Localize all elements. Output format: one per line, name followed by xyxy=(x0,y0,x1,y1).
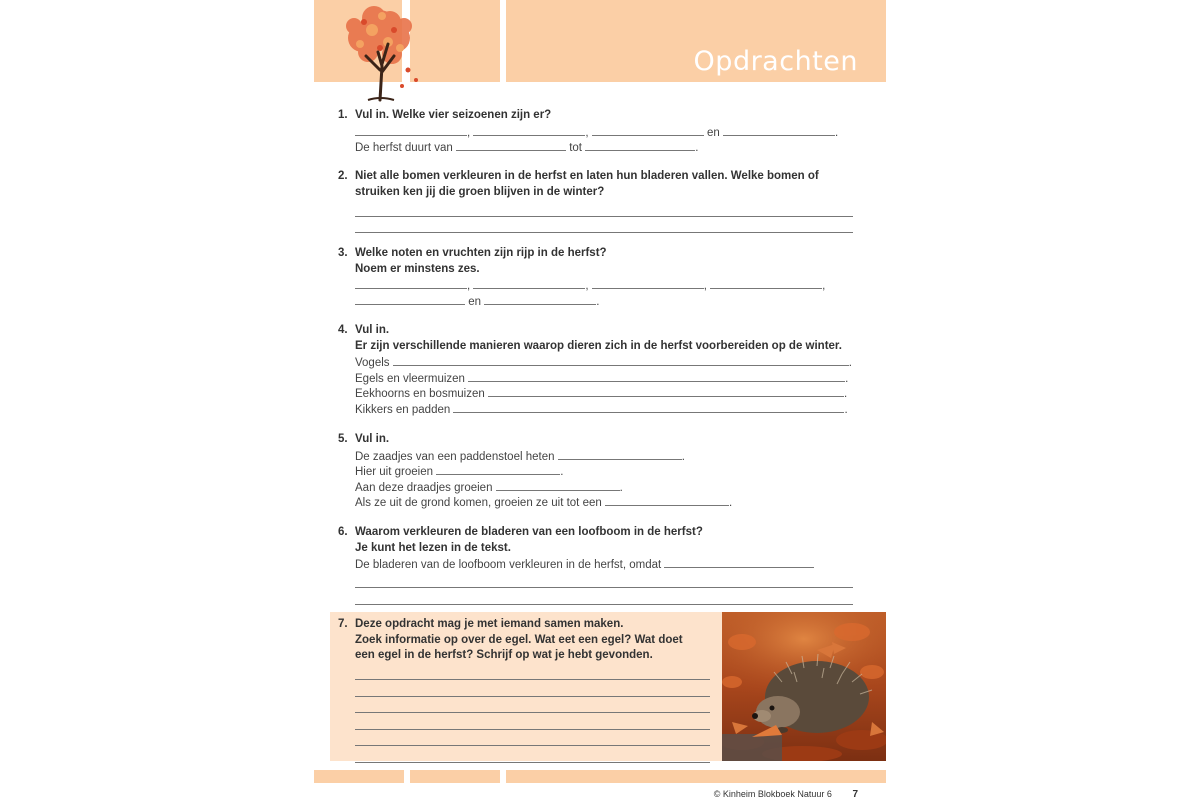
connector-text: tot xyxy=(569,142,583,154)
answer-line[interactable] xyxy=(355,751,710,763)
answer-row: De zaadjes van een paddenstoel heten . xyxy=(355,448,858,464)
footer-block-2 xyxy=(410,770,500,783)
animal-label: Egels en vleermuizen xyxy=(355,372,465,385)
answer-blank[interactable] xyxy=(484,293,596,305)
answer-row: Eekhoorns en bosmuizen . xyxy=(355,385,858,401)
question-3 xyxy=(338,246,858,308)
question-number: 7. xyxy=(338,618,348,630)
answer-blank[interactable] xyxy=(355,277,467,289)
answer-line[interactable] xyxy=(355,668,710,680)
question-number: 3. xyxy=(338,247,348,259)
answer-row: Hier uit groeien . xyxy=(355,463,858,479)
question-prompt: Waarom verkleuren de bladeren van een loofboom in de herfst? xyxy=(355,526,703,538)
animal-label: Eekhoorns en bosmuizen xyxy=(355,388,485,400)
connector-text: en xyxy=(706,126,720,139)
answer-row: De herfst duurt van tot . xyxy=(355,139,858,155)
question-number: 5. xyxy=(338,433,348,445)
answer-line[interactable] xyxy=(355,718,710,730)
answer-line[interactable] xyxy=(355,685,710,697)
answer-blank[interactable] xyxy=(436,463,560,475)
animal-label: Kikkers en padden xyxy=(355,403,451,416)
answer-row xyxy=(355,556,858,572)
question-5 xyxy=(338,432,858,510)
question-prompt: Zoek informatie op over de egel. Wat eet een egel? Wat doet xyxy=(355,633,683,646)
connector-text: en xyxy=(468,295,481,308)
answer-row: Als ze uit de grond komen, groeien ze uit tot een . xyxy=(355,494,858,510)
answer-row: Aan deze draadjes groeien . xyxy=(355,479,858,495)
question-4 xyxy=(338,323,858,416)
question-7 xyxy=(338,617,718,763)
answer-blank[interactable] xyxy=(592,124,704,136)
answer-row: , , , , xyxy=(355,277,858,293)
answer-row: Vogels . xyxy=(355,354,858,370)
worksheet-page xyxy=(314,0,886,800)
answer-line[interactable] xyxy=(355,576,853,588)
answer-blank[interactable] xyxy=(468,370,845,382)
question-prompt: Deze opdracht mag je met iemand samen maken. xyxy=(355,618,624,630)
sentence-text: Als ze uit de grond komen, groeien ze uit tot een xyxy=(355,497,602,509)
page-footer xyxy=(714,789,858,800)
footer-block-1 xyxy=(314,770,404,783)
answer-blank[interactable] xyxy=(496,479,620,491)
question-prompt: Vul in. Welke vier seizoenen zijn er? xyxy=(355,109,552,121)
footer-block-3 xyxy=(506,770,886,783)
answer-row: , , en . xyxy=(355,124,858,140)
answer-blank[interactable] xyxy=(453,401,844,413)
question-prompt: struiken ken jij die groen blijven in de winter? xyxy=(355,185,605,198)
answer-blank[interactable] xyxy=(710,277,822,289)
question-number: 1. xyxy=(338,109,348,121)
sentence-text: De zaadjes van een paddenstoel heten xyxy=(355,450,555,463)
question-number: 2. xyxy=(338,170,348,182)
answer-blank[interactable] xyxy=(664,556,814,568)
question-1 xyxy=(338,108,858,155)
answer-blank[interactable] xyxy=(488,385,844,397)
answer-line[interactable] xyxy=(355,221,853,233)
answer-blank[interactable] xyxy=(473,124,585,136)
sentence-text: De herfst duurt van xyxy=(355,142,453,154)
autumn-tree-icon xyxy=(324,0,434,105)
question-prompt: Je kunt het lezen in de tekst. xyxy=(355,541,511,554)
page-title: Opdrachten xyxy=(693,46,858,77)
answer-row: Egels en vleermuizen . xyxy=(355,370,858,386)
question-prompt: Vul in. xyxy=(355,324,390,336)
answer-blank[interactable] xyxy=(355,293,465,305)
question-prompt: Vul in. xyxy=(355,433,390,445)
question-prompt: Welke noten en vruchten zijn rijp in de herfst? xyxy=(355,247,607,259)
question-number: 4. xyxy=(338,324,348,336)
copyright-text: © Kinheim Blokboek Natuur 6 xyxy=(713,789,832,799)
question-prompt: Noem er minstens zes. xyxy=(355,262,480,275)
answer-row: en . xyxy=(355,293,858,309)
answer-blank[interactable] xyxy=(473,277,585,289)
animal-label: Vogels xyxy=(355,357,390,369)
question-6 xyxy=(338,525,858,605)
answer-blank[interactable] xyxy=(355,124,467,136)
answer-blank[interactable] xyxy=(723,124,835,136)
answer-blank[interactable] xyxy=(558,448,682,460)
question-prompt: Er zijn verschillende manieren waarop dieren zich in de herfst voorbereiden op de winter. xyxy=(355,339,842,352)
answer-blank[interactable] xyxy=(585,139,695,151)
answer-blank[interactable] xyxy=(393,354,849,366)
answer-blank[interactable] xyxy=(605,494,729,506)
answer-line[interactable] xyxy=(355,593,853,605)
question-prompt: een egel in de herfst? Schrijf op wat je hebt gevonden. xyxy=(355,649,653,661)
sentence-text: De bladeren van de loofboom verkleuren in de herfst, omdat xyxy=(355,559,662,571)
question-number: 6. xyxy=(338,526,348,538)
answer-line[interactable] xyxy=(355,734,710,746)
page-number: 7 xyxy=(852,789,858,800)
hedgehog-photo xyxy=(722,612,886,761)
question-prompt: Niet alle bomen verkleuren in de herfst en laten hun bladeren vallen. Welke bomen of xyxy=(355,170,819,182)
answer-blank[interactable] xyxy=(456,139,566,151)
answer-row: Kikkers en padden . xyxy=(355,401,858,417)
answer-blank[interactable] xyxy=(592,277,704,289)
answer-line[interactable] xyxy=(355,701,710,713)
question-2 xyxy=(338,169,858,233)
sentence-text: Aan deze draadjes groeien xyxy=(355,481,493,494)
answer-line[interactable] xyxy=(355,205,853,217)
sentence-text: Hier uit groeien xyxy=(355,466,433,478)
